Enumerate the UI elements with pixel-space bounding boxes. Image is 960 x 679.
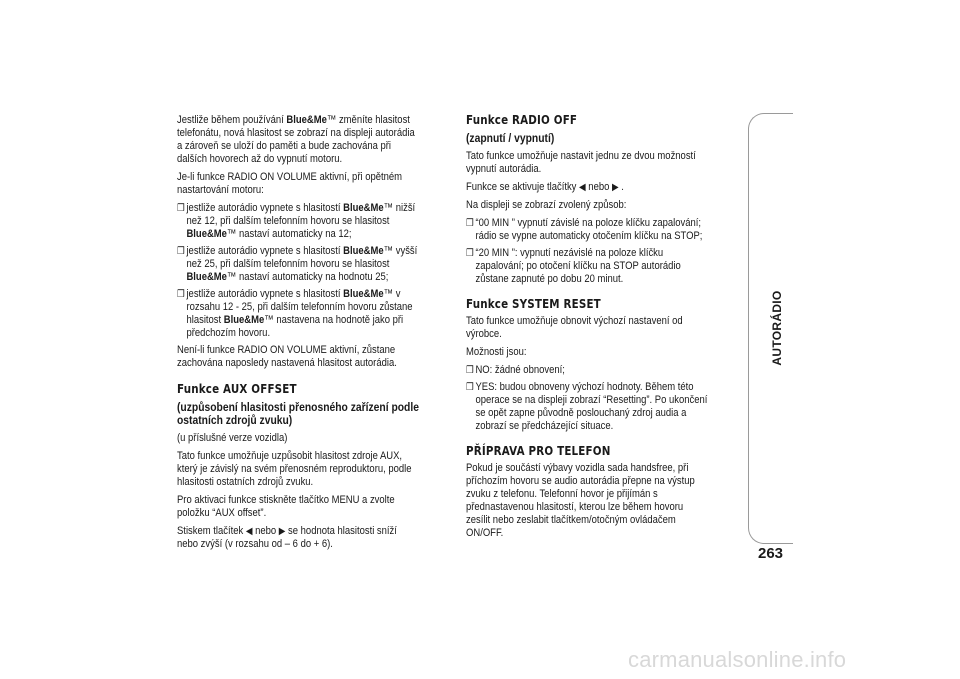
arrow-left-icon: ◀	[579, 182, 586, 193]
list-item: ❒ jestliže autorádio vypnete s hlasitostí Blue&Me™ nižší než 12, při dalším telefonním hovoru se hlasitost Blue&Me™ nastaví automaticky na 12;	[177, 202, 416, 240]
list-item: ❒ “20 MIN ”: vypnutí nezávislé na poloze klíčku zapalování; po otočení klíčku na STOP autorádio zůstane zapnuté po dobu 20 minut.	[466, 247, 681, 285]
checkbox-bullet-icon: ❒	[177, 246, 185, 257]
radio-on-volume-paragraph: Je-li funkce RADIO ON VOLUME aktivní, při opětném nastartování motoru:	[177, 171, 403, 196]
list-item: ❒ jestliže autorádio vypnete s hlasitostí Blue&Me™ v rozsahu 12 - 25, při dalším telefonním hovoru zůstane hlasitost Blue&Me™ nastavena na hodnotě jako při předchozím hovoru.	[177, 288, 413, 339]
list-item: ❒ YES: budou obnoveny výchozí hodnoty. Během této operace se na displeji zobrazí “Resetting”. Po ukončení se opět zapne původně poslouchaný zdroj audia a zobrazí se předcházející situace.	[466, 381, 708, 432]
left-column	[177, 114, 420, 556]
aux-offset-note: (u příslušné verze vozidla)	[177, 432, 288, 444]
list-item: ❒ NO: žádné obnovení;	[466, 364, 565, 376]
right-column	[466, 114, 709, 545]
radio-off-heading: Funkce RADIO OFF	[466, 113, 578, 127]
aux-offset-activation: Pro aktivaci funkce stiskněte tlačítko MENU a zvolte položku “AUX offset”.	[177, 494, 395, 519]
list-item: ❒ jestliže autorádio vypnete s hlasitostí Blue&Me™ vyšší než 25, při dalším telefonním hovoru se hlasitost Blue&Me™ nastaví automaticky na hodnotu 25;	[177, 245, 418, 283]
system-reset-heading: Funkce SYSTEM RESET	[466, 297, 601, 311]
page-number: 263	[758, 545, 784, 562]
intro-paragraph: Jestliže během používání Blue&Me™ změníte hlasitost telefonátu, nová hlasitost se zobrazí na displeji autorádia a zároveň se uloží do paměti a bude zachována při dalších hovorech až do vypnutí motoru.	[177, 114, 415, 165]
aux-offset-description: Tato funkce umožňuje uzpůsobit hlasitost zdroje AUX, který je závislý na svém přenosném reproduktoru, podle hlasitosti ostatních zdrojů zvuku.	[177, 450, 412, 488]
arrow-right-icon: ▶	[278, 526, 286, 537]
radio-off-activation: Funkce se aktivuje tlačítky ◀ nebo ▶ .	[466, 181, 624, 193]
phone-heading: PŘÍPRAVA PRO TELEFON	[466, 444, 611, 458]
aux-offset-adjust: Stiskem tlačítek ◀ nebo ▶ se hodnota hlasitosti sníží nebo zvýší (v rozsahu od – 6 do + 6).	[177, 525, 397, 550]
list-item: ❒ “00 MIN ” vypnutí závislé na poloze klíčku zapalování; rádio se vypne automaticky otočením klíčku na STOP;	[466, 217, 703, 242]
checkbox-bullet-icon: ❒	[177, 203, 185, 214]
watermark: carmanualsonline.info	[628, 647, 847, 672]
checkbox-bullet-icon: ❒	[466, 218, 474, 229]
checkbox-bullet-icon: ❒	[466, 382, 474, 393]
checkbox-bullet-icon: ❒	[177, 289, 185, 300]
arrow-left-icon: ◀	[245, 526, 253, 537]
aux-offset-heading: Funkce AUX OFFSET	[177, 382, 297, 396]
radio-off-volume-paragraph: Není-li funkce RADIO ON VOLUME aktivní, zůstane zachována naposledy nastavená hlasitost autorádia.	[177, 344, 397, 369]
phone-description: Pokud je součástí výbavy vozidla sada handsfree, při příchozím hovoru se audio autorádia přepne na výstup zvuku z telefonu. Telefonní hovor je přijímán s přednastavenou hlasitostí, kterou lze během hovoru zesílit nebo zeslabit tlačítkem/otočným ovládačem ON/OFF.	[466, 462, 695, 539]
aux-offset-subheading: (uzpůsobení hlasitosti přenosného zařízení podle ostatních zdrojů zvuku)	[177, 400, 419, 427]
radio-off-description: Tato funkce umožňuje nastavit jednu ze dvou možností vypnutí autorádia.	[466, 150, 696, 175]
system-reset-description: Tato funkce umožňuje obnovit výchozí nastavení od výrobce.	[466, 315, 683, 340]
radio-off-display: Na displeji se zobrazí zvolený způsob:	[466, 199, 627, 211]
checkbox-bullet-icon: ❒	[466, 248, 474, 259]
radio-off-subheading: (zapnutí / vypnutí)	[466, 131, 555, 145]
checkbox-bullet-icon: ❒	[466, 365, 474, 376]
system-reset-options: Možnosti jsou:	[466, 346, 527, 358]
brand-name: Blue&Me	[286, 114, 327, 126]
section-tab-label: AUTORÁDIO	[770, 290, 784, 366]
arrow-right-icon: ▶	[611, 182, 619, 193]
